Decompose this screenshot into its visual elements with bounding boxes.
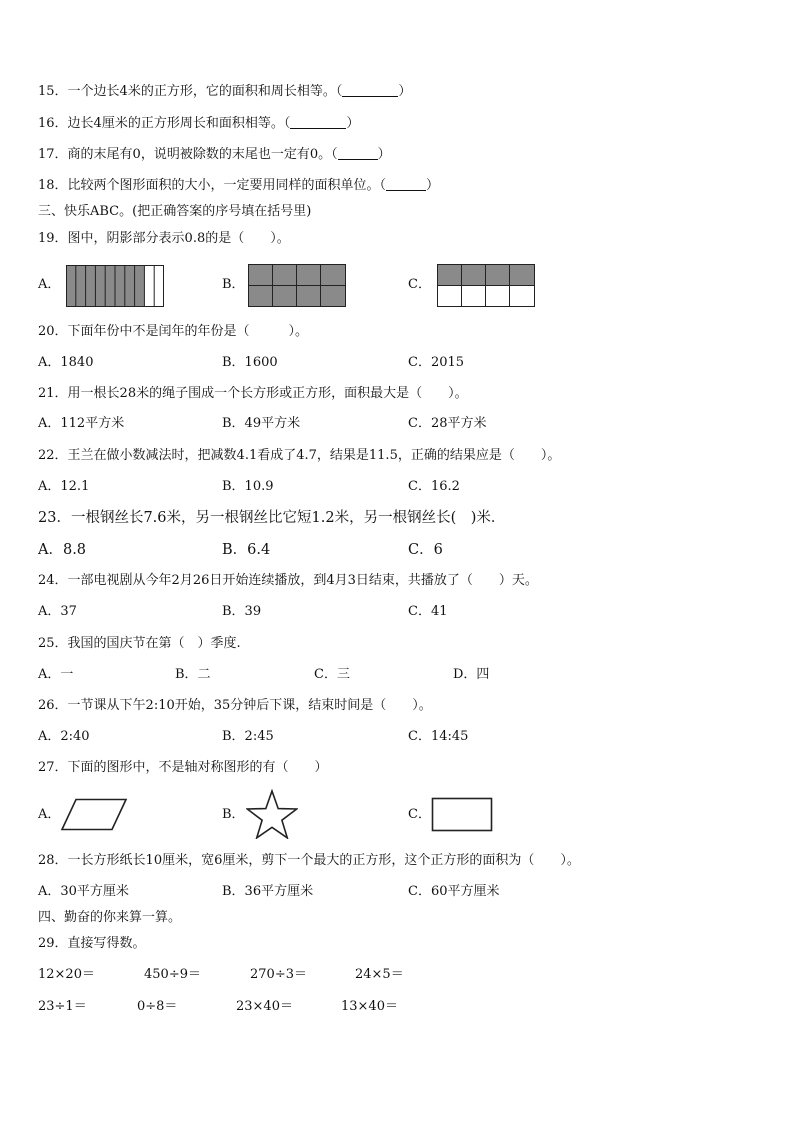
option-c[interactable]: C．16.2 (408, 479, 460, 494)
option-c[interactable]: C．60平方厘米 (408, 884, 500, 899)
figure-c-eight-cells (437, 264, 535, 307)
answer-blank[interactable] (290, 116, 346, 129)
option-c[interactable]: C． (408, 807, 431, 822)
calc-item: 23×40＝ (236, 999, 293, 1014)
question-24: 24．一部电视剧从今年2月26日开始连续播放，到4月3日结束，共播放了（ ）天。 (38, 573, 538, 588)
question-26: 26．一节课从下午2:10开始，35分钟后下课，结束时间是（ ）。 (38, 698, 432, 713)
option-b[interactable]: B．36平方厘米 (222, 884, 314, 899)
calc-item: 23÷1＝ (38, 999, 87, 1014)
option-b[interactable]: B．2:45 (222, 729, 274, 744)
question-21: 21．用一根长28米的绳子围成一个长方形或正方形，面积最大是（ ）。 (38, 386, 468, 401)
option-c[interactable]: C．41 (408, 604, 448, 619)
option-b[interactable]: B．6.4 (222, 542, 271, 558)
rectangle-icon (431, 797, 493, 832)
question-16: 16．边长4厘米的正方形周长和面积相等。（ ） (38, 116, 360, 131)
option-a[interactable]: A．112平方米 (38, 416, 125, 431)
option-a[interactable]: A．37 (38, 604, 77, 619)
option-c[interactable]: C． (408, 277, 431, 292)
answer-blank[interactable] (386, 178, 426, 191)
calc-item: 270÷3＝ (250, 967, 307, 982)
option-a[interactable]: A．一 (38, 667, 74, 682)
calc-item: 450÷9＝ (144, 967, 201, 982)
option-b[interactable]: B． (222, 277, 245, 292)
answer-blank[interactable] (338, 147, 378, 160)
option-a[interactable]: A．1840 (38, 355, 94, 370)
figure-a-ten-strips (66, 265, 164, 307)
calc-item: 0÷8＝ (137, 999, 178, 1014)
question-27: 27．下面的图形中，不是轴对称图形的有（ ） (38, 760, 328, 775)
question-28: 28．一长方形纸长10厘米，宽6厘米，剪下一个最大的正方形，这个正方形的面积为（ ）。 (38, 853, 580, 868)
calc-item: 12×20＝ (38, 967, 95, 982)
option-b[interactable]: B． (222, 807, 245, 822)
option-c[interactable]: C．6 (408, 542, 443, 558)
question-18: 18．比较两个图形面积的大小，一定要用同样的面积单位。（ ） (38, 178, 440, 193)
option-b[interactable]: B．49平方米 (222, 416, 301, 431)
option-b[interactable]: B．二 (175, 667, 211, 682)
section-3-heading: 三、快乐ABC。(把正确答案的序号填在括号里) (38, 204, 312, 219)
option-a[interactable]: A． (38, 277, 61, 292)
parallelogram-icon (60, 798, 128, 831)
option-b[interactable]: B．1600 (222, 355, 278, 370)
question-17: 17．商的末尾有0，说明被除数的末尾也一定有0。（ ） (38, 147, 391, 162)
option-c[interactable]: C．28平方米 (408, 416, 487, 431)
figure-b-eight-cells (248, 264, 346, 307)
question-22: 22．王兰在做小数减法时，把减数4.1看成了4.7，结果是11.5，正确的结果应是（ ）。 (38, 448, 561, 463)
option-a[interactable]: A．12.1 (38, 479, 90, 494)
calc-item: 13×40＝ (341, 999, 398, 1014)
option-a[interactable]: A．30平方厘米 (38, 884, 129, 899)
question-23: 23．一根钢丝长7.6米，另一根钢丝比它短1.2米，另一根钢丝长( )米． (38, 510, 506, 526)
question-25: 25．我国的国庆节在第（ ）季度. (38, 636, 241, 651)
option-b[interactable]: B．10.9 (222, 479, 274, 494)
option-a[interactable]: A． (38, 807, 61, 822)
option-c[interactable]: C．14:45 (408, 729, 469, 744)
option-c[interactable]: C．三 (314, 667, 350, 682)
question-29: 29．直接写得数。 (38, 936, 146, 951)
question-15: 15．一个边长4米的正方形，它的面积和周长相等。（ ） (38, 84, 412, 99)
question-19: 19．图中，阴影部分表示0.8的是（ ）。 (38, 231, 290, 246)
question-20: 20．下面年份中不是闰年的年份是（ ）。 (38, 324, 309, 339)
option-b[interactable]: B．39 (222, 604, 262, 619)
section-4-heading: 四、勤奋的你来算一算。 (38, 910, 182, 925)
option-d[interactable]: D．四 (453, 667, 490, 682)
option-a[interactable]: A．2:40 (38, 729, 90, 744)
option-c[interactable]: C．2015 (408, 355, 465, 370)
star-icon (246, 789, 298, 839)
answer-blank[interactable] (342, 84, 398, 97)
calc-item: 24×5＝ (355, 967, 404, 982)
option-a[interactable]: A．8.8 (38, 542, 87, 558)
